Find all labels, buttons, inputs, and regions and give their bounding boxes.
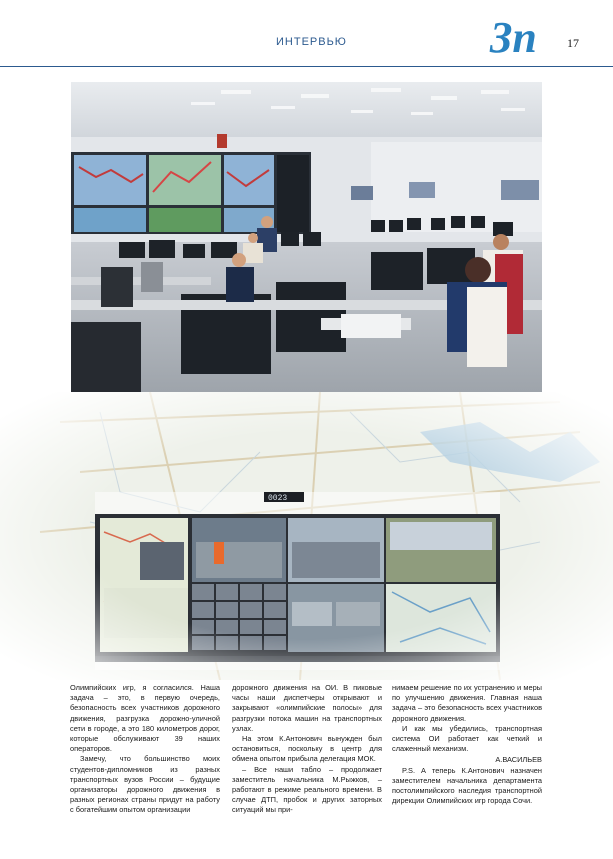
paragraph: нимаем решение по их устранению и меры по улучшению движения. Главная наша задача – это безопасность всех участников дорожного движения. bbox=[392, 683, 542, 723]
article-body bbox=[70, 683, 548, 843]
paragraph: И как мы убедились, транспортная система ОИ работает как четкий и слаженный механизм. bbox=[392, 723, 542, 754]
video-wall-photo bbox=[0, 392, 613, 680]
paragraph: – Все наши табло – продолжает заместитель начальника М.Рыжков, – работают в режиме реального времени. В случае ДТП, пробок и других заторных ситуаций мы при- bbox=[232, 764, 382, 815]
control-room-illustration bbox=[71, 82, 542, 392]
video-wall-illustration bbox=[0, 392, 613, 680]
control-room-photo bbox=[71, 82, 542, 392]
paragraph: Замечу, что большинство моих студентов-дипломников из разных транспортных вузов России – будущие организаторы дорожного движения в разных регионах страны придут на работу с богатейшим опытом организации bbox=[70, 754, 220, 815]
author-signature: А.ВАСИЛЬЕВ bbox=[495, 755, 542, 765]
page-number: 17 bbox=[567, 36, 579, 50]
paragraph: дорожного движения на ОИ. В пиковые часы наши диспетчеры открывают и закрывают «олимпийские полосы» для разгрузки потока машин на транспортных узлах. bbox=[232, 683, 382, 733]
text-column-3 bbox=[392, 683, 542, 806]
paragraph: На этом К.Антонович вынужден был остановиться, поскольку в центр для обмена опытом прибыла делегация МОК. bbox=[232, 734, 382, 764]
magazine-logo: Зп bbox=[490, 13, 537, 62]
text-column-1 bbox=[70, 683, 220, 816]
header-rule bbox=[0, 66, 613, 67]
page-header bbox=[0, 0, 613, 70]
postscript: P.S. А теперь К.Антонович назначен заместителем начальника департамента постолимпийского наследия транспортной дирекции Олимпийских игр города Сочи. bbox=[392, 765, 542, 806]
text-column-2 bbox=[232, 683, 382, 816]
section-title: ИНТЕРВЬЮ bbox=[276, 36, 347, 48]
paragraph: Олимпийских игр, я согласился. Наша задача – это, в первую очередь, безопасность всех участников дорожного движения, разгрузка дорожно-уличной сети в городе, а это 180 километров дорог, которые обслуживают 39 наших операторов. bbox=[70, 683, 220, 754]
